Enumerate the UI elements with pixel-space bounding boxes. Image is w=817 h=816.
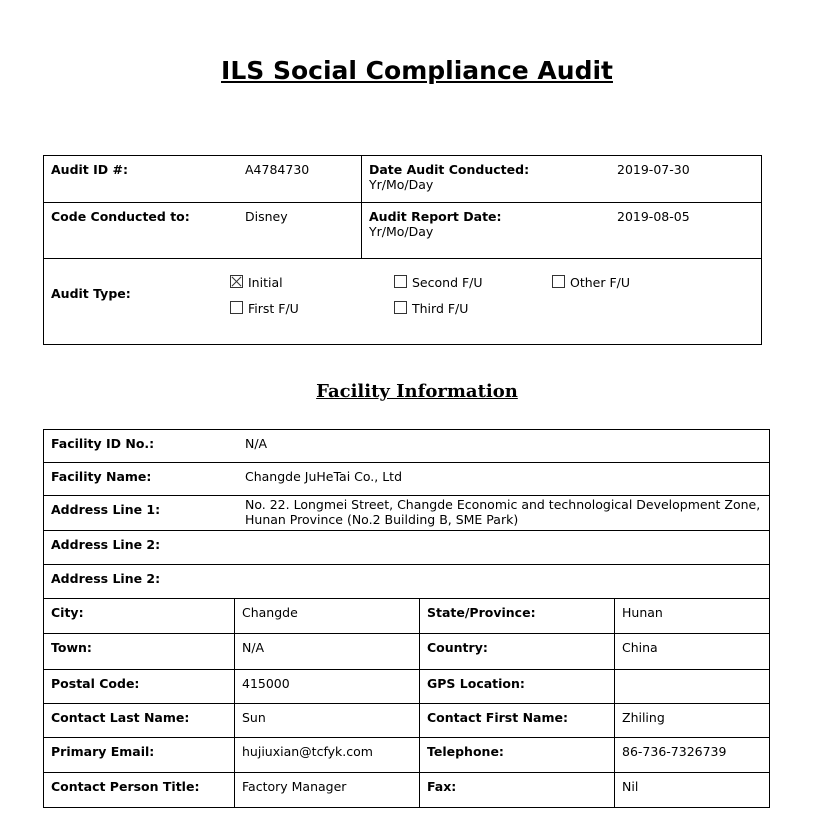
field-value: Nil <box>614 773 769 808</box>
field-label: Address Line 1: <box>51 502 161 517</box>
facility-row <box>44 531 769 565</box>
audit-id-value: A4784730 <box>245 162 310 177</box>
field-value: China <box>614 634 769 669</box>
field-label: Address Line 2: <box>51 571 161 586</box>
field-value: N/A <box>245 436 268 451</box>
field-label: Telephone: <box>419 738 614 772</box>
field-value: Zhiling <box>614 704 769 737</box>
facility-row <box>44 463 769 496</box>
checkbox-icon[interactable] <box>394 301 407 314</box>
field-value: hujiuxian@tcfyk.com <box>234 738 419 772</box>
facility-row <box>44 704 769 738</box>
field-value: 415000 <box>234 670 419 703</box>
audit-type-other-fu[interactable]: Other F/U <box>552 275 630 290</box>
field-value: Sun <box>234 704 419 737</box>
field-label: Facility Name: <box>51 469 152 484</box>
field-label: State/Province: <box>419 599 614 633</box>
report-date-value: 2019-08-05 <box>617 209 690 224</box>
audit-type-row <box>44 259 761 344</box>
field-value <box>238 565 245 598</box>
document-title: ILS Social Compliance Audit <box>221 56 613 85</box>
field-value: Changde <box>234 599 419 633</box>
checkbox-icon[interactable] <box>230 301 243 314</box>
field-value <box>238 531 245 564</box>
code-label: Code Conducted to: <box>51 209 190 224</box>
field-label: Primary Email: <box>51 744 155 759</box>
audit-type-second-fu[interactable]: Second F/U <box>394 275 483 290</box>
field-value: Changde JuHeTai Co., Ltd <box>245 469 403 484</box>
field-label: City: <box>51 605 84 620</box>
audit-id-row <box>44 156 761 203</box>
audit-table <box>43 155 762 345</box>
facility-row <box>44 738 769 773</box>
field-label: Fax: <box>419 773 614 808</box>
field-label: Contact Person Title: <box>51 779 200 794</box>
code-value: Disney <box>245 209 288 224</box>
audit-type-first-fu[interactable]: First F/U <box>230 301 299 316</box>
facility-section-title: Facility Information <box>316 381 518 402</box>
field-value: Hunan <box>614 599 769 633</box>
date-conducted-label: Date Audit Conducted: <box>369 162 530 177</box>
field-value: N/A <box>234 634 419 669</box>
audit-type-label: Audit Type: <box>51 286 131 301</box>
report-date-cell <box>361 203 761 258</box>
field-label: Contact Last Name: <box>51 710 190 725</box>
field-value: Factory Manager <box>234 773 419 808</box>
field-value: No. 22. Longmei Street, Changde Economic and technological Development Zone, Hunan Province (No.2 Building B, SME Park) <box>245 497 761 527</box>
facility-row <box>44 496 769 531</box>
checkbox-icon[interactable] <box>394 275 407 288</box>
report-date-label: Audit Report Date: <box>369 209 502 224</box>
field-label: Town: <box>51 640 92 655</box>
date-conducted-cell <box>361 156 761 202</box>
checkbox-checked-icon[interactable] <box>230 275 243 288</box>
date-conducted-value: 2019-07-30 <box>617 162 690 177</box>
date-format: Yr/Mo/Day <box>369 177 434 192</box>
audit-type-third-fu[interactable]: Third F/U <box>394 301 468 316</box>
facility-table <box>43 429 770 808</box>
facility-row <box>44 430 769 463</box>
field-label: GPS Location: <box>419 670 614 703</box>
date-format: Yr/Mo/Day <box>369 224 434 239</box>
facility-row <box>44 565 769 599</box>
checkbox-icon[interactable] <box>552 275 565 288</box>
field-label: Facility ID No.: <box>51 436 155 451</box>
audit-id-label: Audit ID #: <box>51 162 128 177</box>
field-label: Contact First Name: <box>419 704 614 737</box>
code-row <box>44 203 761 259</box>
field-label: Address Line 2: <box>51 537 161 552</box>
field-value: 86-736-7326739 <box>614 738 769 772</box>
facility-row <box>44 634 769 670</box>
facility-row <box>44 670 769 704</box>
facility-row <box>44 773 769 808</box>
field-label: Country: <box>419 634 614 669</box>
audit-type-initial[interactable]: Initial <box>230 275 283 290</box>
field-value <box>614 670 769 703</box>
field-label: Postal Code: <box>51 676 140 691</box>
facility-row <box>44 599 769 634</box>
